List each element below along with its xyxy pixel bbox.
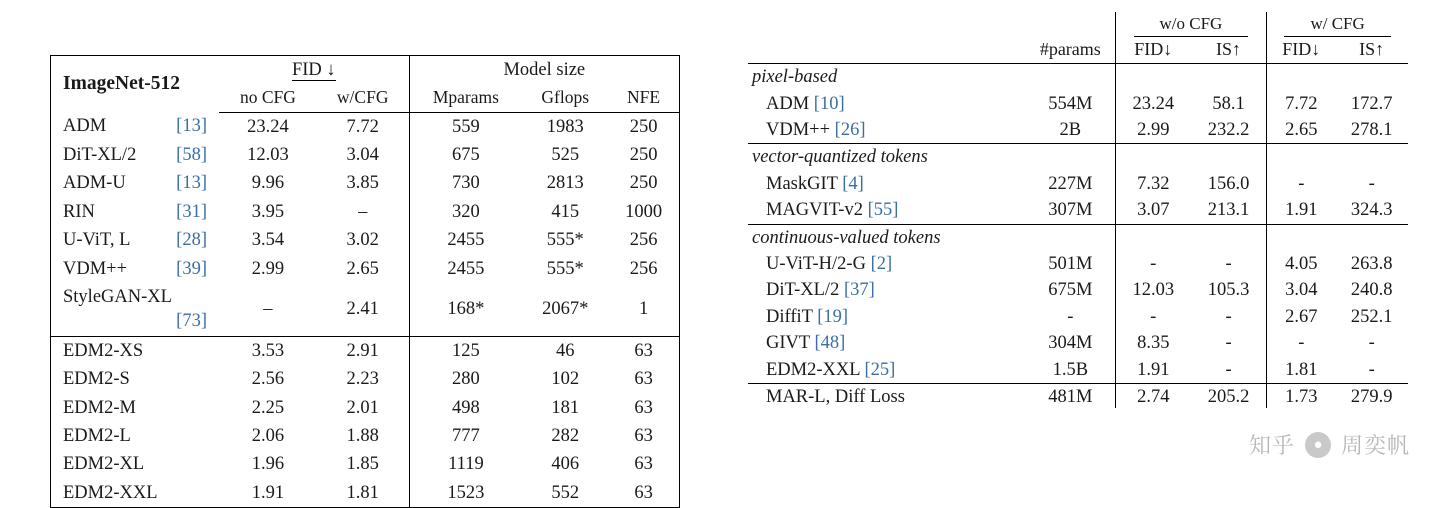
citation-link[interactable]: [25] bbox=[864, 359, 896, 380]
cell-fid-cfg: - bbox=[1298, 333, 1305, 354]
cell-w-cfg: 2.23 bbox=[317, 365, 409, 393]
avatar: ● bbox=[1305, 432, 1331, 458]
row-label bbox=[51, 226, 220, 254]
cell-w-cfg: 2.91 bbox=[317, 336, 409, 365]
table-row bbox=[748, 357, 1408, 384]
cell-is-nocfg: 105.3 bbox=[1191, 277, 1267, 303]
section-title: pixel-based bbox=[748, 64, 1026, 91]
cell-mparams: 320 bbox=[452, 201, 480, 222]
fid-group-label: FID ↓ bbox=[291, 60, 336, 80]
cell-mparams: 1523 bbox=[409, 479, 522, 508]
cell-fid-nocfg: - bbox=[1150, 254, 1157, 275]
cell-w-cfg: 3.85 bbox=[317, 169, 409, 197]
cell-fid-nocfg: 2.99 bbox=[1137, 120, 1170, 140]
row-label bbox=[51, 255, 220, 283]
empty-header-cell bbox=[748, 12, 1026, 37]
spacer bbox=[1191, 64, 1267, 91]
cell-params: 2B bbox=[1026, 117, 1115, 144]
spacer bbox=[1267, 144, 1336, 171]
cell-no-cfg: – bbox=[263, 299, 273, 320]
cell-is-cfg: 172.7 bbox=[1350, 93, 1393, 114]
cell-gflops: 555* bbox=[546, 230, 584, 251]
cell-is-cfg: 324.3 bbox=[1350, 200, 1393, 221]
table-row bbox=[748, 117, 1408, 144]
cell-no-cfg: 23.24 bbox=[247, 116, 289, 137]
table-row bbox=[748, 304, 1408, 330]
row-name: DiT-XL/2 bbox=[63, 144, 137, 165]
cell-is-cfg: 240.8 bbox=[1350, 280, 1393, 301]
cell-fid-cfg: 2.67 bbox=[1285, 306, 1318, 327]
cell-gflops: 102 bbox=[551, 369, 580, 390]
cell-mparams: 777 bbox=[452, 425, 480, 446]
cell-fid-nocfg: 23.24 bbox=[1132, 93, 1175, 114]
empty-params-header bbox=[1026, 12, 1115, 37]
table-row bbox=[748, 330, 1408, 356]
cell-is-cfg: 278.1 bbox=[1350, 120, 1393, 140]
row-name: DiffiT bbox=[766, 306, 813, 327]
spacer bbox=[1115, 64, 1191, 91]
clipped-region-mask bbox=[748, 408, 1428, 422]
row-label bbox=[51, 198, 220, 226]
cell-w-cfg: 1.85 bbox=[317, 450, 409, 478]
table-row bbox=[51, 422, 680, 450]
cell-nfe: 250 bbox=[608, 112, 679, 141]
row-label bbox=[51, 422, 220, 450]
cell-fid-cfg: 2.65 bbox=[1285, 120, 1318, 140]
fid-group-header bbox=[219, 56, 409, 85]
cell-no-cfg: 2.56 bbox=[251, 369, 285, 390]
cell-gflops: 181 bbox=[551, 397, 580, 418]
row-label bbox=[51, 283, 220, 336]
cell-gflops: 2067* bbox=[542, 299, 589, 320]
spacer bbox=[1026, 144, 1115, 171]
cell-fid-cfg: 1.81 bbox=[1285, 359, 1318, 380]
cell-fid-cfg: - bbox=[1298, 173, 1305, 194]
row-name: U-ViT, L bbox=[63, 230, 131, 251]
cell-is-cfg: - bbox=[1368, 359, 1375, 380]
col-fid-cfg: FID↓ bbox=[1282, 39, 1321, 60]
col-nfe: NFE bbox=[608, 84, 679, 112]
section-title: continuous-valued tokens bbox=[748, 224, 1026, 251]
col-is-nocfg: IS↑ bbox=[1191, 37, 1267, 63]
cell-nfe: 63 bbox=[608, 422, 679, 450]
cell-is-nocfg: 156.0 bbox=[1191, 171, 1267, 197]
cell-params: 675M bbox=[1026, 277, 1115, 303]
cell-is-nocfg: - bbox=[1191, 330, 1267, 356]
row-name: ADM bbox=[63, 116, 107, 137]
cell-nfe: 63 bbox=[608, 365, 679, 393]
watermark bbox=[1249, 429, 1410, 460]
cell-params: - bbox=[1026, 304, 1115, 330]
imagenet-512-table-container bbox=[50, 55, 680, 508]
row-name: RIN bbox=[63, 201, 95, 222]
cell-mparams: 730 bbox=[452, 173, 480, 194]
w-cfg-group-header bbox=[1267, 12, 1408, 37]
cell-params: 227M bbox=[1026, 171, 1115, 197]
row-name: GIVT bbox=[766, 333, 810, 354]
cell-is-cfg: 279.9 bbox=[1335, 384, 1408, 411]
row-name: U-ViT-H/2-G bbox=[766, 254, 866, 275]
cell-gflops: 555* bbox=[546, 258, 584, 279]
cell-no-cfg: 2.99 bbox=[251, 258, 285, 279]
row-label bbox=[748, 277, 1026, 303]
cell-is-nocfg: 58.1 bbox=[1191, 91, 1267, 117]
cell-w-cfg: 7.72 bbox=[317, 112, 409, 141]
table-row bbox=[51, 394, 680, 422]
spacer bbox=[1115, 144, 1191, 171]
cell-w-cfg: 2.01 bbox=[317, 394, 409, 422]
cell-fid-cfg: 7.72 bbox=[1285, 93, 1318, 114]
model-size-group-header bbox=[409, 56, 679, 85]
table-row bbox=[748, 384, 1408, 411]
row-label bbox=[748, 384, 1026, 411]
table-header-row-2 bbox=[748, 37, 1408, 63]
row-name: VDM++ bbox=[766, 120, 831, 140]
row-name: MAR-L, Diff Loss bbox=[766, 387, 905, 408]
cell-fid-nocfg: 2.74 bbox=[1115, 384, 1191, 411]
cell-w-cfg: 3.02 bbox=[317, 226, 409, 254]
col-is-cfg: IS↑ bbox=[1359, 39, 1385, 60]
cell-params: 554M bbox=[1026, 91, 1115, 117]
cell-mparams: 559 bbox=[452, 116, 480, 137]
table-row bbox=[51, 283, 680, 336]
cell-fid-nocfg: 12.03 bbox=[1132, 280, 1175, 301]
cell-gflops: 1983 bbox=[546, 116, 584, 137]
cell-no-cfg: 3.53 bbox=[219, 336, 317, 365]
row-name: EDM2-XL bbox=[63, 454, 145, 475]
table-row bbox=[51, 450, 680, 478]
cell-nfe: 63 bbox=[608, 479, 679, 508]
cell-mparams: 125 bbox=[409, 336, 522, 365]
row-label bbox=[748, 91, 1026, 117]
row-label bbox=[748, 357, 1026, 384]
citation-link[interactable]: [19] bbox=[817, 306, 849, 327]
cell-no-cfg: 2.06 bbox=[251, 425, 285, 446]
row-label bbox=[51, 365, 220, 393]
cell-fid-nocfg: 8.35 bbox=[1137, 333, 1170, 354]
cell-mparams: 498 bbox=[452, 397, 480, 418]
col-mparams: Mparams bbox=[409, 84, 522, 112]
cell-params: 501M bbox=[1026, 251, 1115, 277]
citation-link[interactable]: [10] bbox=[813, 93, 845, 114]
cell-w-cfg: 2.41 bbox=[317, 283, 409, 336]
cell-gflops: 415 bbox=[551, 201, 580, 222]
cell-w-cfg: 3.04 bbox=[317, 141, 409, 169]
col-params: #params bbox=[1026, 37, 1115, 63]
cell-nfe: 63 bbox=[608, 336, 679, 365]
table-row bbox=[51, 141, 680, 169]
citation-link[interactable]: [39] bbox=[176, 258, 207, 279]
row-label bbox=[748, 117, 1026, 144]
cell-is-cfg: - bbox=[1368, 333, 1375, 354]
citation-link[interactable]: [48] bbox=[814, 333, 846, 354]
cell-w-cfg: 2.65 bbox=[317, 255, 409, 283]
cell-no-cfg: 9.96 bbox=[251, 173, 285, 194]
table-row bbox=[51, 479, 680, 508]
row-label bbox=[748, 197, 1026, 224]
cell-params: 304M bbox=[1026, 330, 1115, 356]
empty-name-header bbox=[748, 37, 1026, 63]
cell-is-nocfg: 205.2 bbox=[1191, 384, 1267, 411]
section-header-row bbox=[748, 224, 1408, 251]
cell-mparams: 2455 bbox=[447, 230, 485, 251]
row-label bbox=[51, 336, 220, 365]
cell-gflops: 2813 bbox=[546, 173, 584, 194]
col-no-cfg: no CFG bbox=[219, 84, 317, 112]
table-row bbox=[51, 198, 680, 226]
cell-nfe: 256 bbox=[608, 255, 679, 283]
cell-mparams: 280 bbox=[452, 369, 480, 390]
row-label bbox=[51, 141, 220, 169]
table-row bbox=[748, 171, 1408, 197]
cell-is-nocfg: - bbox=[1191, 251, 1267, 277]
cell-is-nocfg: 213.1 bbox=[1191, 197, 1267, 224]
table-row bbox=[51, 169, 680, 197]
col-w-cfg: w/CFG bbox=[317, 84, 409, 112]
citation-link[interactable]: [26] bbox=[834, 120, 866, 140]
cell-no-cfg: 1.91 bbox=[219, 479, 317, 508]
cell-fid-nocfg: 7.32 bbox=[1137, 173, 1170, 194]
section-header-row bbox=[748, 144, 1408, 171]
row-label bbox=[51, 450, 220, 478]
wo-cfg-group-header bbox=[1115, 12, 1267, 37]
citation-link[interactable]: [37] bbox=[843, 280, 875, 301]
table-row bbox=[748, 91, 1408, 117]
citation-link[interactable]: [2] bbox=[870, 254, 893, 275]
zhihu-logo-text: 知乎 bbox=[1248, 433, 1295, 458]
row-label bbox=[51, 394, 220, 422]
citation-link[interactable]: [13] bbox=[176, 116, 207, 137]
table-header-row-1 bbox=[748, 12, 1408, 37]
row-name: DiT-XL/2 bbox=[766, 280, 840, 301]
cell-gflops: 282 bbox=[551, 425, 580, 446]
spacer bbox=[1267, 224, 1336, 251]
table-row bbox=[51, 336, 680, 365]
row-label bbox=[51, 479, 220, 508]
row-name: ADM-U bbox=[63, 173, 126, 194]
section-header-row bbox=[748, 64, 1408, 91]
cell-nfe: 1 bbox=[608, 283, 679, 336]
table-header-row-1 bbox=[51, 56, 680, 85]
row-name: ADM bbox=[766, 93, 810, 114]
cell-gflops: 552 bbox=[522, 479, 608, 508]
cell-nfe: 250 bbox=[608, 141, 679, 169]
table-row bbox=[51, 255, 680, 283]
cell-no-cfg: 3.95 bbox=[251, 201, 285, 222]
model-size-group-label: Model size bbox=[503, 60, 586, 80]
cell-is-nocfg: 232.2 bbox=[1191, 117, 1267, 144]
table-row bbox=[748, 251, 1408, 277]
wo-cfg-group-label: w/o CFG bbox=[1134, 13, 1249, 37]
cell-mparams: 675 bbox=[452, 144, 480, 165]
table-row bbox=[51, 112, 680, 141]
row-label bbox=[748, 251, 1026, 277]
cell-w-cfg: 1.88 bbox=[317, 422, 409, 450]
cell-is-cfg: - bbox=[1368, 173, 1375, 194]
cell-params: 481M bbox=[1026, 384, 1115, 411]
citation-link[interactable]: [13] bbox=[176, 173, 207, 194]
spacer bbox=[1335, 64, 1408, 91]
col-gflops: Gflops bbox=[522, 84, 608, 112]
row-label bbox=[748, 171, 1026, 197]
spacer bbox=[1191, 224, 1267, 251]
citation-link[interactable]: [73] bbox=[176, 311, 207, 332]
citation-link[interactable]: [55] bbox=[867, 200, 899, 221]
row-name: VDM++ bbox=[63, 258, 128, 279]
cell-gflops: 525 bbox=[551, 144, 580, 165]
cell-is-nocfg: - bbox=[1191, 357, 1267, 384]
cell-mparams: 168* bbox=[447, 299, 485, 320]
row-name: EDM2-M bbox=[63, 397, 136, 418]
imagenet-comparison-table bbox=[748, 12, 1408, 410]
imagenet-comparison-table-container bbox=[748, 12, 1408, 410]
w-cfg-group-label: w/ CFG bbox=[1284, 13, 1390, 37]
cell-mparams: 2455 bbox=[447, 258, 485, 279]
row-label bbox=[51, 169, 220, 197]
table-row bbox=[748, 277, 1408, 303]
table-row bbox=[51, 226, 680, 254]
cell-mparams: 1119 bbox=[448, 454, 484, 475]
cell-fid-nocfg: - bbox=[1150, 306, 1157, 327]
cell-fid-cfg: 3.04 bbox=[1285, 280, 1318, 301]
citation-link[interactable]: [58] bbox=[176, 144, 207, 165]
cell-gflops: 46 bbox=[522, 336, 608, 365]
imagenet-512-table bbox=[50, 55, 680, 508]
table-row bbox=[748, 197, 1408, 224]
row-name: EDM2-XXL bbox=[63, 482, 158, 503]
spacer bbox=[1335, 144, 1408, 171]
cell-w-cfg: 1.81 bbox=[317, 479, 409, 508]
citation-link[interactable]: [31] bbox=[176, 201, 207, 222]
cell-is-cfg: 263.8 bbox=[1350, 254, 1393, 275]
cell-no-cfg: 2.25 bbox=[251, 397, 285, 418]
cell-is-nocfg: - bbox=[1191, 304, 1267, 330]
row-name: MaskGIT bbox=[766, 173, 838, 194]
page-title: ImageNet-512 bbox=[51, 56, 220, 113]
watermark-username: 周奕帆 bbox=[1340, 433, 1410, 458]
spacer bbox=[1026, 64, 1115, 91]
cell-no-cfg: 1.96 bbox=[251, 454, 285, 475]
row-name: EDM2-XXL bbox=[766, 359, 860, 380]
cell-nfe: 1000 bbox=[608, 198, 679, 226]
cell-nfe: 250 bbox=[608, 169, 679, 197]
cell-params: 1.5B bbox=[1026, 357, 1115, 384]
cell-no-cfg: 3.54 bbox=[251, 230, 285, 251]
cell-fid-cfg: 4.05 bbox=[1285, 254, 1318, 275]
cell-nfe: 256 bbox=[608, 226, 679, 254]
cell-gflops: 406 bbox=[551, 454, 580, 475]
cell-nfe: 63 bbox=[608, 394, 679, 422]
citation-link[interactable]: [28] bbox=[176, 230, 207, 251]
cell-params: 307M bbox=[1026, 197, 1115, 224]
table-row bbox=[51, 365, 680, 393]
cell-fid-cfg: 1.73 bbox=[1267, 384, 1336, 411]
row-label bbox=[51, 112, 220, 141]
spacer bbox=[1267, 64, 1336, 91]
cell-w-cfg: – bbox=[317, 198, 409, 226]
row-name: MAGVIT-v2 bbox=[766, 200, 863, 221]
row-name: EDM2-S bbox=[63, 369, 130, 390]
cell-no-cfg: 12.03 bbox=[247, 144, 289, 165]
cell-fid-cfg: 1.91 bbox=[1285, 200, 1318, 221]
spacer bbox=[1026, 224, 1115, 251]
citation-link[interactable]: [4] bbox=[842, 173, 864, 194]
spacer bbox=[1115, 224, 1191, 251]
col-fid-nocfg: FID↓ bbox=[1134, 39, 1173, 60]
row-name: EDM2-XS bbox=[63, 340, 144, 361]
cell-nfe: 63 bbox=[608, 450, 679, 478]
spacer bbox=[1335, 224, 1408, 251]
cell-fid-nocfg: 3.07 bbox=[1137, 200, 1170, 221]
spacer bbox=[1191, 144, 1267, 171]
section-title: vector-quantized tokens bbox=[748, 144, 1026, 171]
cell-fid-nocfg: 1.91 bbox=[1137, 359, 1170, 380]
row-label bbox=[748, 304, 1026, 330]
row-label bbox=[748, 330, 1026, 356]
row-name: StyleGAN-XL bbox=[63, 286, 172, 307]
cell-is-cfg: 252.1 bbox=[1350, 306, 1393, 327]
row-name: EDM2-L bbox=[63, 425, 131, 446]
